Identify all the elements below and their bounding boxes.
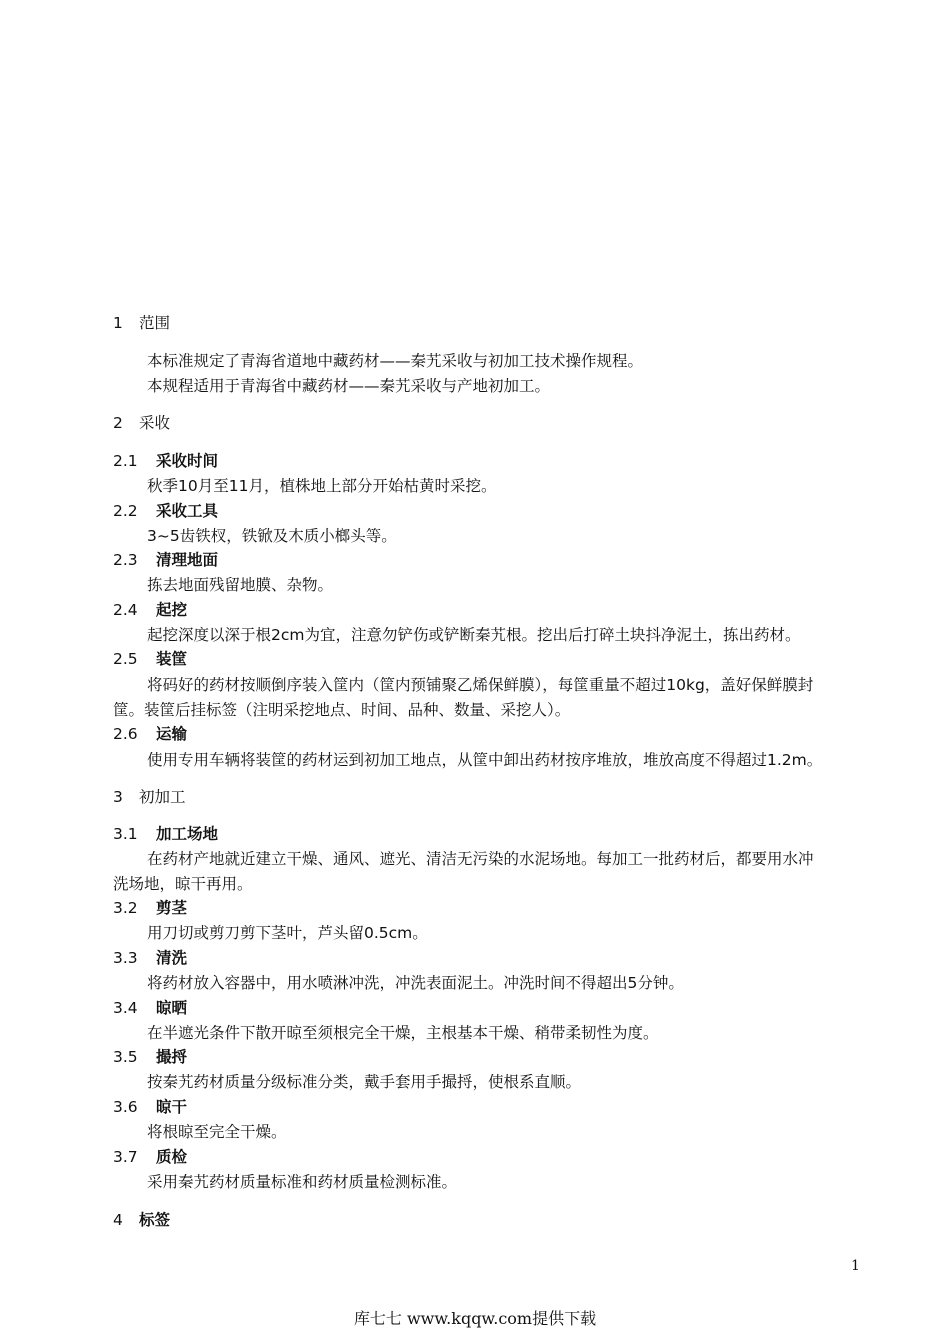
paragraph-continued: 洗场地，晾干再用。: [113, 875, 253, 893]
subsection-number: 3.4: [113, 999, 138, 1017]
section-title: 范围: [139, 314, 171, 332]
paragraph: 采用秦艽药材质量标准和药材质量检测标准。: [147, 1173, 458, 1191]
subsection-heading: [113, 600, 187, 620]
paragraph: 拣去地面残留地膜、杂物。: [147, 576, 334, 594]
section-number: 2: [113, 414, 123, 432]
section-title: 采收: [139, 414, 171, 432]
section-number: 1: [113, 314, 123, 332]
paragraph: 3~5齿铁杈，铁锨及木质小榔头等。: [147, 527, 397, 545]
subsection-title: 质检: [156, 1148, 188, 1166]
subsection-heading: [113, 501, 218, 521]
subsection-number: 2.1: [113, 452, 138, 470]
page-number: 1: [851, 1258, 860, 1274]
paragraph: 用刀切或剪刀剪下茎叶，芦头留0.5cm。: [147, 924, 428, 942]
paragraph: 将药材放入容器中，用水喷淋冲洗，冲洗表面泥土。冲洗时间不得超出5分钟。: [147, 974, 684, 992]
subsection-number: 3.2: [113, 899, 138, 917]
subsection-title: 清洗: [156, 949, 188, 967]
subsection-heading: [113, 1147, 187, 1167]
section-title: 标签: [139, 1211, 171, 1229]
subsection-heading: [113, 1097, 187, 1117]
paragraph: 将根晾至完全干燥。: [147, 1123, 287, 1141]
paragraph: 在药材产地就近建立干燥、通风、遮光、清洁无污染的水泥场地。每加工一批药材后，都要用水冲: [147, 850, 814, 868]
subsection-number: 2.3: [113, 551, 138, 569]
subsection-heading: [113, 550, 218, 570]
subsection-title: 撮捋: [156, 1048, 188, 1066]
subsection-heading: [113, 948, 187, 968]
subsection-heading: [113, 824, 218, 844]
subsection-number: 2.2: [113, 502, 138, 520]
subsection-number: 2.5: [113, 650, 138, 668]
paragraph-continued: 筐。装筐后挂标签（注明采挖地点、时间、品种、数量、采挖人）。: [113, 701, 571, 719]
section-number: 4: [113, 1211, 123, 1229]
subsection-number: 3.6: [113, 1098, 138, 1116]
paragraph: 在半遮光条件下散开晾至须根完全干燥，主根基本干燥、稍带柔韧性为度。: [147, 1024, 659, 1042]
section-number: 3: [113, 788, 123, 806]
paragraph: 使用专用车辆将装筐的药材运到初加工地点，从筐中卸出药材按序堆放，堆放高度不得超过1.2m。: [147, 751, 823, 769]
subsection-number: 3.5: [113, 1048, 138, 1066]
subsection-title: 采收时间: [156, 452, 219, 470]
section-3-heading: [113, 787, 186, 807]
subsection-heading: [113, 1047, 187, 1067]
subsection-heading: [113, 898, 187, 918]
paragraph: 按秦艽药材质量分级标准分类，戴手套用手撮捋，使根系直顺。: [147, 1073, 582, 1091]
subsection-title: 清理地面: [156, 551, 219, 569]
subsection-number: 2.4: [113, 601, 138, 619]
subsection-heading: [113, 649, 187, 669]
paragraph: 本标准规定了青海省道地中藏药材——秦艽采收与初加工技术操作规程。: [147, 352, 644, 370]
subsection-number: 3.3: [113, 949, 138, 967]
paragraph: 起挖深度以深于根2cm为宜，注意勿铲伤或铲断秦艽根。挖出后打碎土块抖净泥土，拣出药材。: [147, 626, 801, 644]
subsection-title: 晾干: [156, 1098, 188, 1116]
subsection-heading: [113, 998, 187, 1018]
subsection-title: 晾晒: [156, 999, 188, 1017]
subsection-title: 运输: [156, 725, 188, 743]
subsection-title: 加工场地: [156, 825, 219, 843]
subsection-number: 3.1: [113, 825, 138, 843]
subsection-title: 采收工具: [156, 502, 219, 520]
footer-watermark: 库七七 www.kqqw.com提供下载: [353, 1309, 597, 1328]
paragraph: 将码好的药材按顺倒序装入筐内（筐内预铺聚乙烯保鲜膜），每筐重量不超过10kg，盖好保鲜膜封: [147, 676, 814, 694]
subsection-number: 2.6: [113, 725, 138, 743]
section-1-heading: [113, 313, 170, 333]
subsection-heading: [113, 451, 218, 471]
section-4-heading: [113, 1210, 170, 1230]
subsection-heading: [113, 724, 187, 744]
subsection-title: 起挖: [156, 601, 188, 619]
section-title: 初加工: [139, 788, 186, 806]
subsection-number: 3.7: [113, 1148, 138, 1166]
paragraph: 秋季10月至11月，植株地上部分开始枯黄时采挖。: [147, 477, 497, 495]
subsection-title: 剪茎: [156, 899, 188, 917]
paragraph: 本规程适用于青海省中藏药材——秦艽采收与产地初加工。: [147, 377, 551, 395]
subsection-title: 装筐: [156, 650, 188, 668]
section-2-heading: [113, 413, 170, 433]
